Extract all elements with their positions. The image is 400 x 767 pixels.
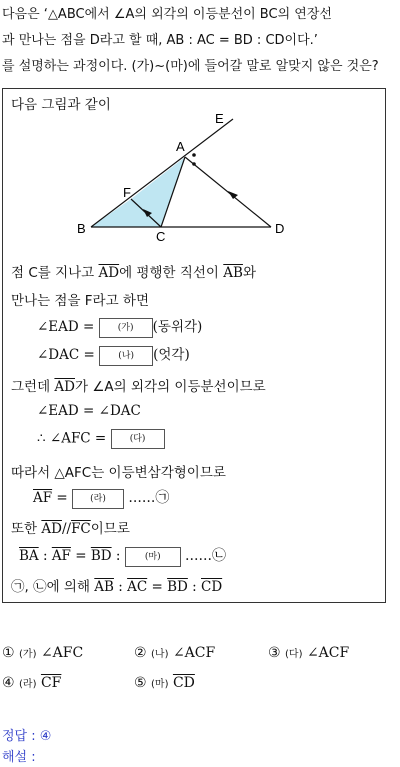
statement-6: ㉠, ㉡에 의해 $\overline{AB}$ : $\overline{AC} = \overline{BD}$ : $\overline{CD}$ <box>11 579 223 595</box>
option-5[interactable]: ⑤ (마) $\overline{CD}$ <box>134 675 195 691</box>
statement-1: 점 C를 지나고 $\overline{AD}$에 평행한 직선이 $\overline{AB}$와 <box>11 265 256 281</box>
question-line-3: 를 설명하는 과정이다. (가)~(마)에 들어갈 말로 알맞지 않은 것은? <box>2 59 379 74</box>
answer-label: 정답 : ④ <box>2 729 52 744</box>
option-4[interactable]: ④ (라) $\overline{CF}$ <box>2 675 62 691</box>
question-line-1: 다음은 ‘△ABC에서 ∠A의 외각의 이등분선이 BC의 연장선 <box>2 7 332 22</box>
label-e: E <box>215 111 224 126</box>
triangle-figure <box>73 111 333 241</box>
blank-da: (다) <box>111 429 165 449</box>
question-line-2: 과 만나는 점을 D라고 할 때, AB : AC = BD : CD이다.’ <box>2 33 318 48</box>
option-2[interactable]: ② (나) ∠ACF <box>134 645 216 661</box>
proof-box <box>2 88 386 603</box>
blank-ga: (가) <box>99 318 153 338</box>
label-a: A <box>176 139 185 154</box>
box-title: 다음 그림과 같이 <box>11 97 111 113</box>
equation-2: ∠DAC = (나) (엇각) <box>37 343 190 366</box>
statement-3: 그런데 $\overline{AD}$가 ∠A의 외각의 이등분선이므로 <box>11 379 266 395</box>
statement-2: 만나는 점을 F라고 하면 <box>11 293 150 309</box>
question-text <box>2 2 398 80</box>
angle-dot-2 <box>192 162 196 166</box>
angle-dot-1 <box>192 153 196 157</box>
label-c: C <box>156 229 166 241</box>
blank-ma: (마) <box>125 547 181 567</box>
statement-5: 또한 $\overline{AD}//\overline{FC}$이므로 <box>11 521 130 537</box>
label-d: D <box>275 221 285 236</box>
equation-1: ∠EAD = (가) (동위각) <box>37 315 202 338</box>
explanation-label: 해설 : <box>2 750 36 765</box>
option-3[interactable]: ③ (다) ∠ACF <box>268 645 350 661</box>
segment-ad <box>185 157 271 227</box>
label-b: B <box>77 221 86 236</box>
option-1[interactable]: ① (가) ∠AFC <box>2 645 84 661</box>
blank-na: (나) <box>99 346 153 366</box>
equation-3: ∠EAD = ∠DAC <box>37 403 141 419</box>
equation-4: ∴ ∠AFC = (다) <box>37 429 165 449</box>
blank-ra: (라) <box>72 489 124 509</box>
equation-5: $\overline{AF}$ = (라) ……㉠ <box>33 487 169 509</box>
equation-6: $\overline{BA}$ : $\overline{AF} = \overline{BD}$ : (마) ……㉡ <box>19 545 226 567</box>
arrow-on-ad <box>228 191 238 199</box>
statement-4: 따라서 △AFC는 이등변삼각형이므로 <box>11 465 226 481</box>
label-f: F <box>123 185 131 200</box>
